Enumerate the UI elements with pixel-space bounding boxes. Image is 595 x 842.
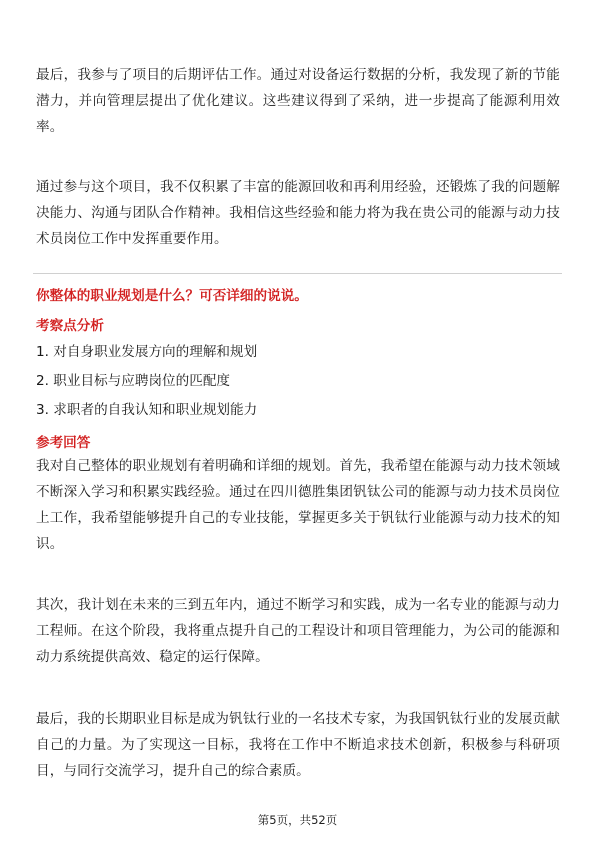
answer-paragraph: 其次，我计划在未来的三到五年内，通过不断学习和实践，成为一名专业的能源与动力工程师。在这个阶段，我将重点提升自己的工程设计和项目管理能力，为公司的能源和动力系统提供高效、稳定的运行保障。 (36, 597, 560, 665)
analysis-heading: 考察点分析 (36, 318, 104, 334)
analysis-point: 1. 对自身职业发展方向的理解和规划 (36, 344, 258, 360)
answer-heading: 参考回答 (36, 435, 91, 451)
section-divider (33, 273, 562, 274)
body-paragraph: 通过参与这个项目，我不仅积累了丰富的能源回收和再利用经验，还锻炼了我的问题解决能力、沟通与团队合作精神。我相信这些经验和能力将为我在贵公司的能源与动力技术员岗位工作中发挥重要作用。 (36, 179, 560, 247)
body-paragraph: 最后，我参与了项目的后期评估工作。通过对设备运行数据的分析，我发现了新的节能潜力，并向管理层提出了优化建议。这些建议得到了采纳，进一步提高了能源利用效率。 (36, 67, 560, 135)
answer-paragraph: 最后，我的长期职业目标是成为钒钛行业的一名技术专家，为我国钒钛行业的发展贡献自己的力量。为了实现这一目标，我将在工作中不断追求技术创新，积极参与科研项目，与同行交流学习，提升自己的综合素质。 (36, 711, 560, 779)
analysis-point: 3. 求职者的自我认知和职业规划能力 (36, 402, 258, 418)
page-number: 第5页，共52页 (257, 813, 338, 827)
answer-paragraph: 我对自己整体的职业规划有着明确和详细的规划。首先，我希望在能源与动力技术领域不断深入学习和积累实践经验。通过在四川德胜集团钒钛公司的能源与动力技术员岗位上工作，我希望能够提升自己的专业技能，掌握更多关于钒钛行业能源与动力技术的知识。 (36, 458, 560, 552)
question-title: 你整体的职业规划是什么？可否详细的说说。 (36, 288, 308, 304)
analysis-point: 2. 职业目标与应聘岗位的匹配度 (36, 373, 231, 389)
